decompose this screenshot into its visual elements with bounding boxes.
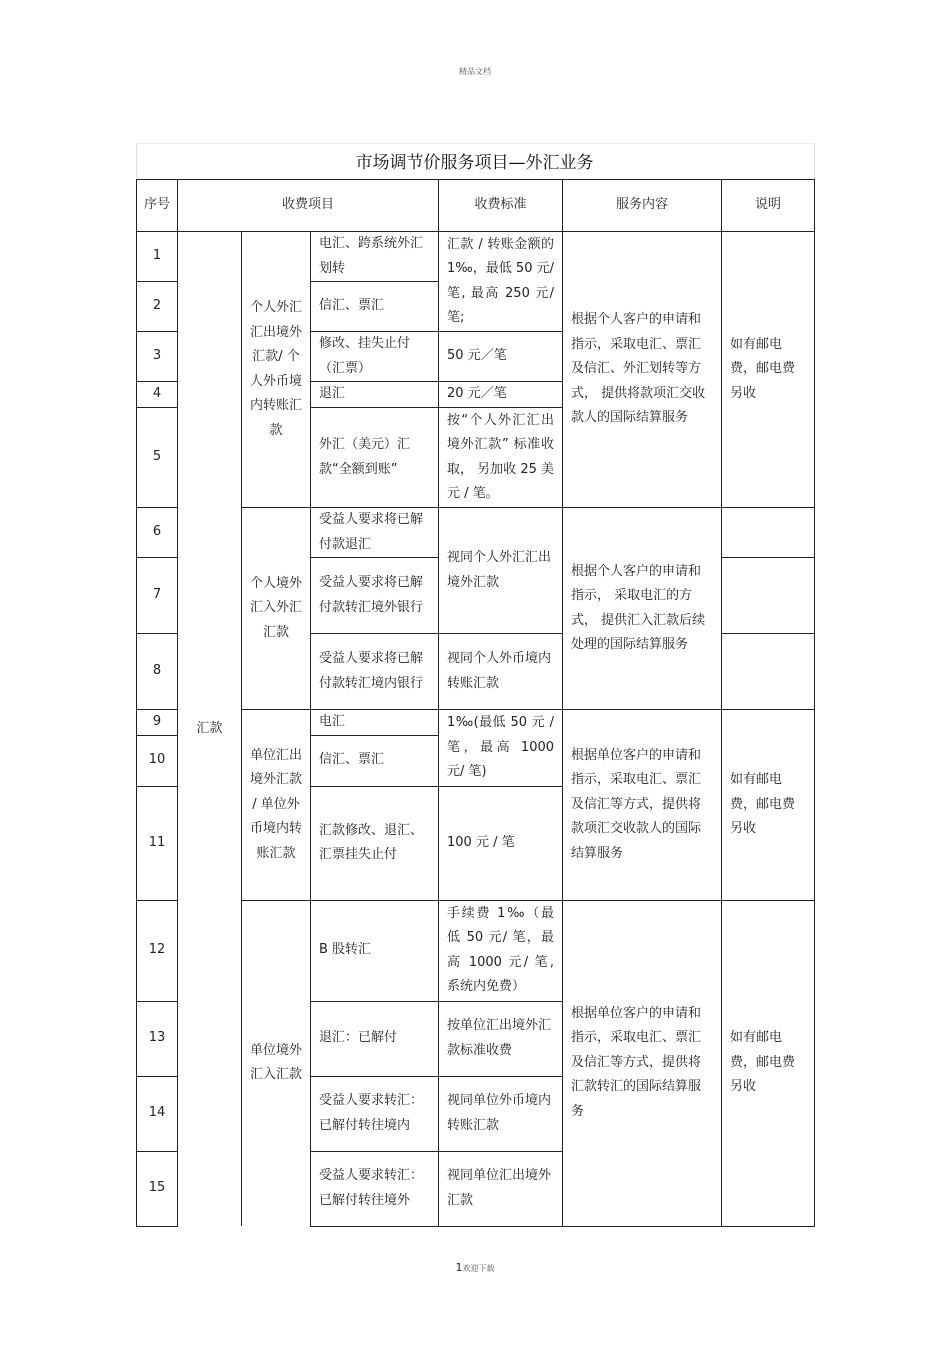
header-note: 精品文档 xyxy=(459,67,491,76)
group-name-cell: 单位境外汇入汇款 xyxy=(242,900,311,1226)
page-title: 市场调节价服务项目—外汇业务 xyxy=(355,153,594,173)
table-row xyxy=(137,232,815,282)
item-cell: 受益人要求将已解付款转汇境内银行 xyxy=(311,634,439,710)
standard-cell: 手续费 1‰（最低 50 元/ 笔，最高 1000 元/ 笔, 系统内免费） xyxy=(439,900,563,1001)
item-cell: 信汇、票汇 xyxy=(311,735,439,786)
standard-cell: 50 元／笔 xyxy=(439,332,563,382)
header-note: 说明 xyxy=(722,180,815,232)
seq-cell: 2 xyxy=(137,282,178,332)
seq-cell: 1 xyxy=(137,232,178,282)
seq-cell: 6 xyxy=(137,508,178,558)
item-cell: 信汇、票汇 xyxy=(311,282,439,332)
item-cell: 受益人要求将已解付款退汇 xyxy=(311,508,439,558)
note-cell: 如有邮电费，邮电费另收 xyxy=(722,710,815,901)
header-item: 收费项目 xyxy=(178,180,439,232)
standard-cell: 1‰(最低 50 元 / 笔，最高 1000 元/ 笔) xyxy=(439,710,563,787)
seq-cell: 12 xyxy=(137,900,178,1001)
standard-cell: 100 元 / 笔 xyxy=(439,786,563,900)
standard-cell: 按“个人外汇汇出境外汇款” 标准收取， 另加收 25 美元 / 笔。 xyxy=(439,408,563,508)
seq-cell: 11 xyxy=(137,786,178,900)
standard-cell: 视同单位外币境内转账汇款 xyxy=(439,1076,563,1151)
content-cell: 根据单位客户的申请和指示，采取电汇、票汇及信汇等方式，提供将款项汇交收款人的国际结算服务 xyxy=(563,710,722,901)
content-cell: 根据个人客户的申请和指示， 采取电汇的方式， 提供汇入汇款后续处理的国际结算服务 xyxy=(563,508,722,710)
seq-cell: 15 xyxy=(137,1151,178,1226)
item-cell: 退汇：已解付 xyxy=(311,1001,439,1076)
standard-cell: 20 元／笔 xyxy=(439,382,563,408)
seq-cell: 5 xyxy=(137,408,178,508)
standard-cell: 视同单位汇出境外汇款 xyxy=(439,1151,563,1226)
note-cell: 如有邮电费，邮电费另收 xyxy=(722,232,815,508)
note-cell: 如有邮电费，邮电费另收 xyxy=(722,900,815,1226)
item-cell: 受益人要求将已解付款转汇境外银行 xyxy=(311,558,439,634)
standard-cell: 汇款 / 转账金额的 1‰，最低 50 元/ 笔, 最高 250 元/ 笔; xyxy=(439,232,563,332)
seq-cell: 9 xyxy=(137,710,178,736)
note-cell-empty xyxy=(722,634,815,710)
item-cell: 退汇 xyxy=(311,382,439,408)
seq-cell: 10 xyxy=(137,735,178,786)
note-cell-empty xyxy=(722,558,815,634)
group-name-cell: 单位汇出境外汇款 / 单位外币境内转账汇款 xyxy=(242,710,311,901)
fee-table xyxy=(136,179,815,1227)
standard-cell: 按单位汇出境外汇款标准收费 xyxy=(439,1001,563,1076)
seq-cell: 3 xyxy=(137,332,178,382)
standard-cell: 视同个人外汇汇出境外汇款 xyxy=(439,508,563,634)
header-row xyxy=(137,180,815,232)
header-standard: 收费标准 xyxy=(439,180,563,232)
header-content: 服务内容 xyxy=(563,180,722,232)
group-name-cell: 个人境外汇入外汇汇款 xyxy=(242,508,311,710)
page-number: 1 xyxy=(455,1261,463,1274)
footer-text: 欢迎下载 xyxy=(462,1264,495,1273)
group-name-cell: 个人外汇汇出境外汇款/ 个人外币境内转账汇款 xyxy=(242,232,311,508)
item-cell: B 股转汇 xyxy=(311,900,439,1001)
seq-cell: 7 xyxy=(137,558,178,634)
content-cell: 根据单位客户的申请和指示，采取电汇、票汇及信汇等方式，提供将汇款转汇的国际结算服务 xyxy=(563,900,722,1226)
seq-cell: 13 xyxy=(137,1001,178,1076)
item-cell: 受益人要求转汇：已解付转往境外 xyxy=(311,1151,439,1226)
header-seq: 序号 xyxy=(137,180,178,232)
category-cell: 汇款 xyxy=(178,232,242,1227)
seq-cell: 14 xyxy=(137,1076,178,1151)
content-cell: 根据个人客户的申请和指示，采取电汇、票汇及信汇、外汇划转等方式， 提供将款项汇交收款人的国际结算服务 xyxy=(563,232,722,508)
item-cell: 外汇（美元）汇款“全额到账” xyxy=(311,408,439,508)
item-cell: 受益人要求转汇：已解付转往境内 xyxy=(311,1076,439,1151)
seq-cell: 8 xyxy=(137,634,178,710)
note-cell-empty xyxy=(722,508,815,558)
item-cell: 电汇 xyxy=(311,710,439,736)
item-cell: 电汇、跨系统外汇划转 xyxy=(311,232,439,282)
item-cell: 汇款修改、退汇、汇票挂失止付 xyxy=(311,786,439,900)
footer-note xyxy=(0,1261,950,1274)
seq-cell: 4 xyxy=(137,382,178,408)
item-cell: 修改、挂失止付（汇票） xyxy=(311,332,439,382)
standard-cell: 视同个人外币境内转账汇款 xyxy=(439,634,563,710)
